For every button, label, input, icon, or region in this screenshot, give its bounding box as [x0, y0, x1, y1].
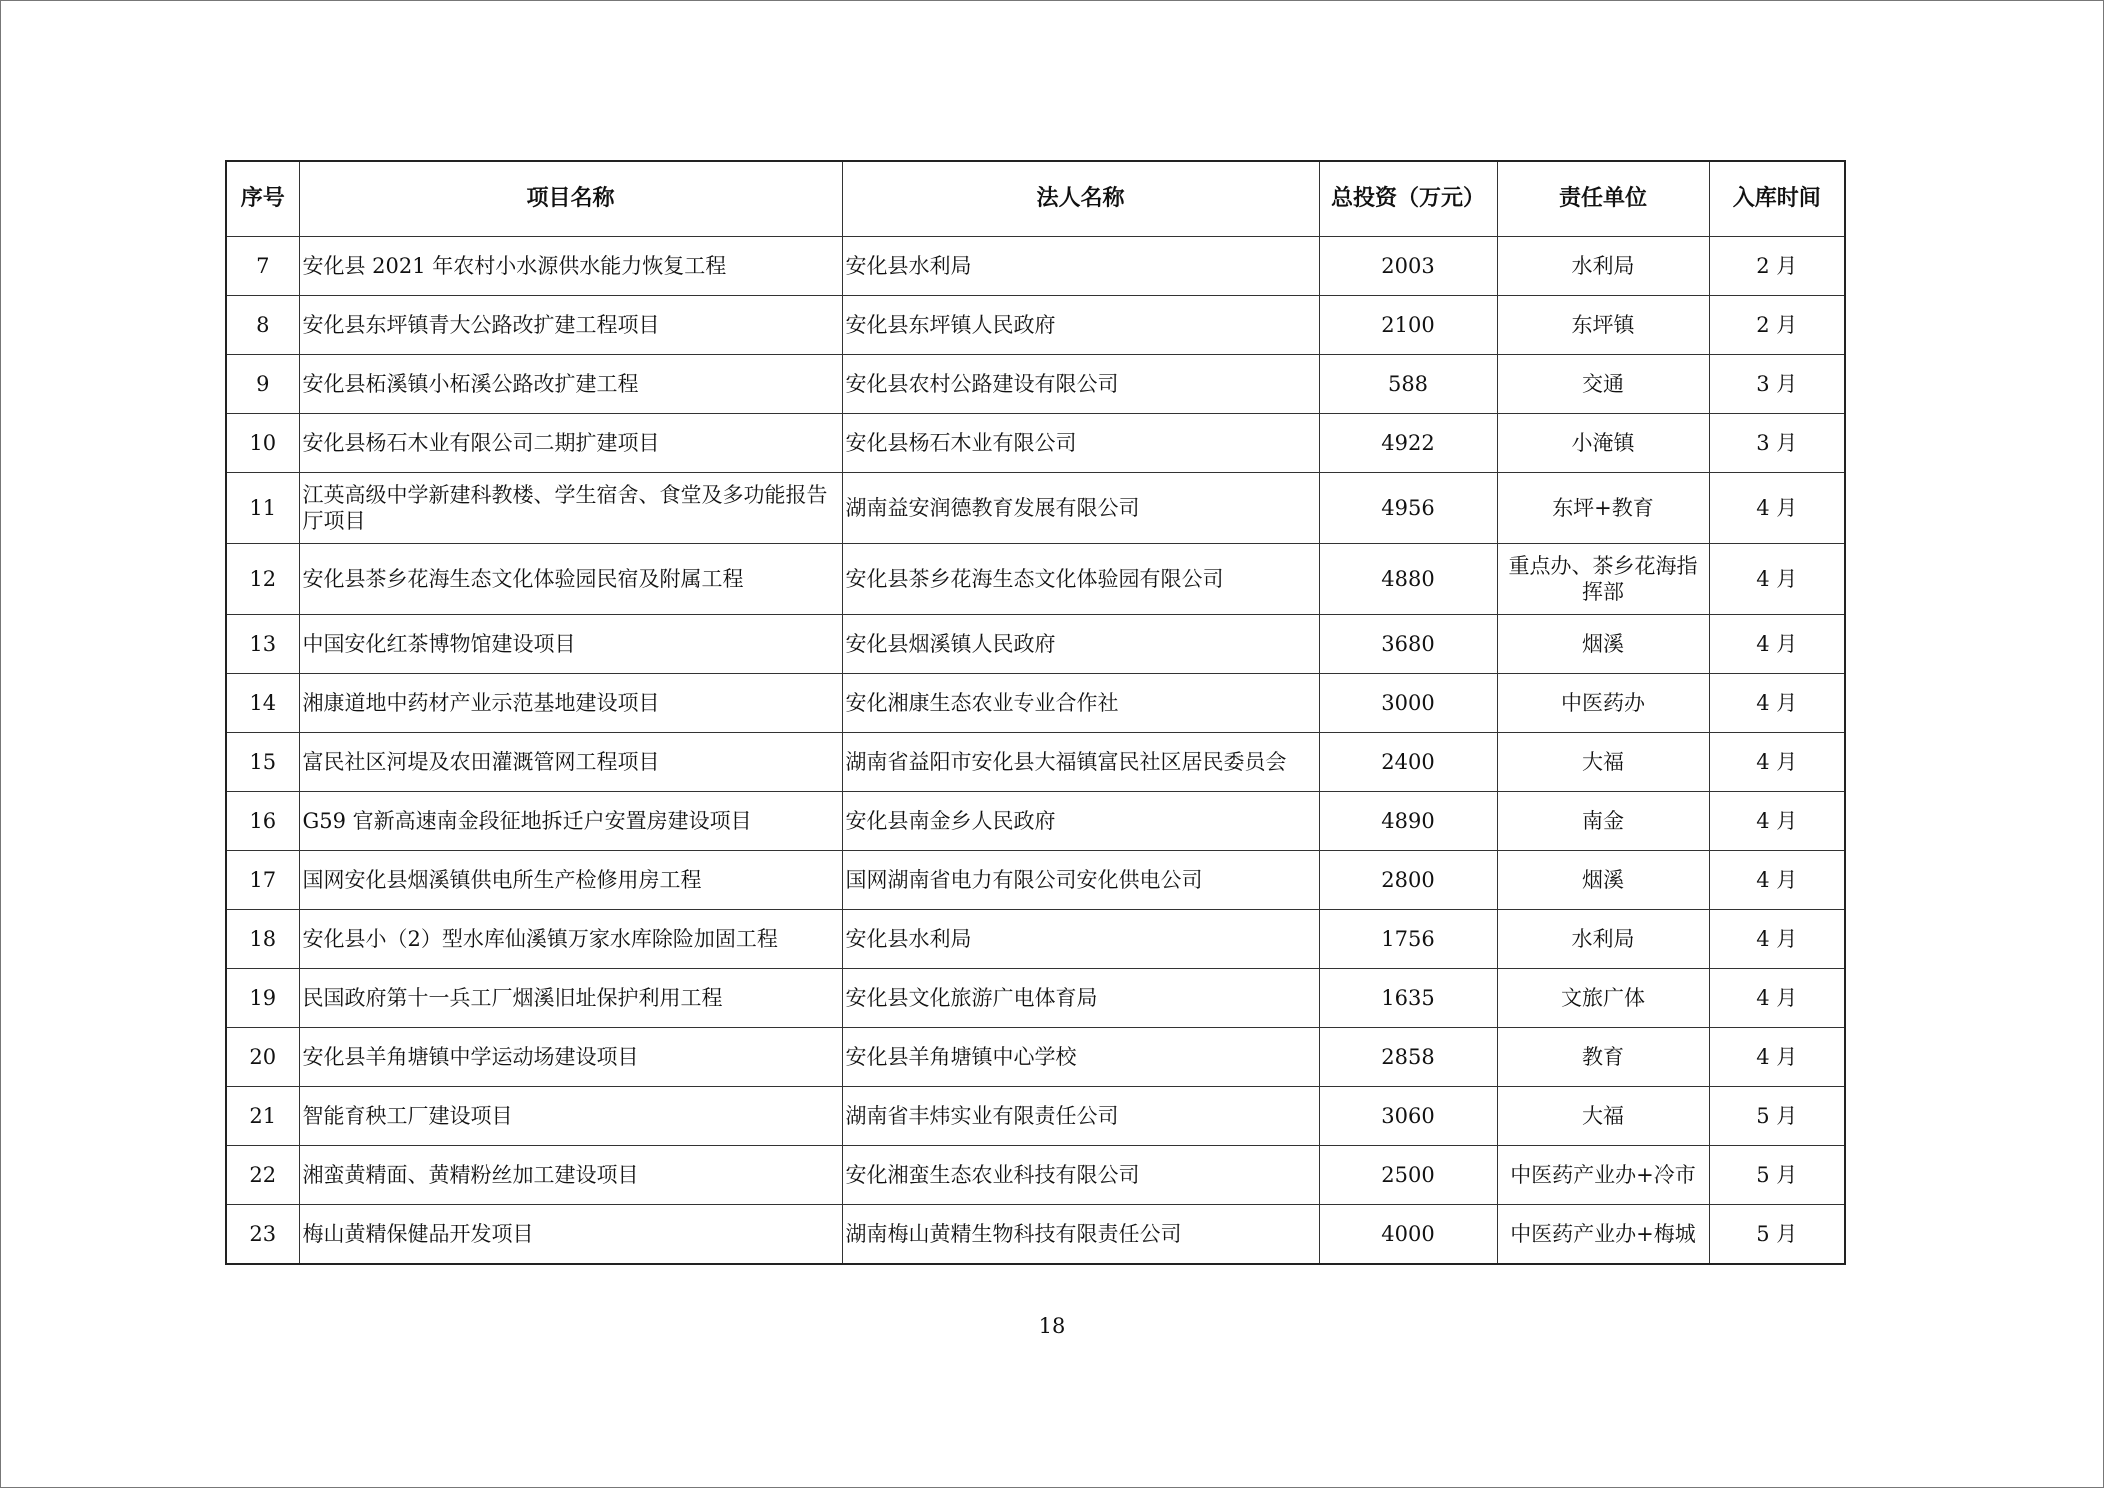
cell-total-investment: 2500	[1319, 1146, 1497, 1205]
cell-legal-entity: 安化县水利局	[842, 910, 1319, 969]
cell-project-name: 安化县 2021 年农村小水源供水能力恢复工程	[299, 237, 842, 296]
cell-entry-time: 3 月	[1709, 414, 1845, 473]
cell-entry-time: 2 月	[1709, 237, 1845, 296]
cell-legal-entity: 安化县羊角塘镇中心学校	[842, 1028, 1319, 1087]
cell-index: 18	[226, 910, 299, 969]
cell-total-investment: 3680	[1319, 615, 1497, 674]
cell-index: 12	[226, 544, 299, 615]
cell-total-investment: 2100	[1319, 296, 1497, 355]
cell-entry-time: 5 月	[1709, 1146, 1845, 1205]
cell-entry-time: 4 月	[1709, 544, 1845, 615]
cell-index: 15	[226, 733, 299, 792]
cell-legal-entity: 安化湘蛮生态农业科技有限公司	[842, 1146, 1319, 1205]
cell-index: 9	[226, 355, 299, 414]
project-table-container	[225, 160, 1846, 1265]
cell-project-name: 安化县东坪镇青大公路改扩建工程项目	[299, 296, 842, 355]
cell-project-name: 江英高级中学新建科教楼、学生宿舍、食堂及多功能报告厅项目	[299, 473, 842, 544]
cell-total-investment: 1756	[1319, 910, 1497, 969]
cell-index: 8	[226, 296, 299, 355]
cell-total-investment: 3060	[1319, 1087, 1497, 1146]
cell-index: 22	[226, 1146, 299, 1205]
cell-legal-entity: 安化县东坪镇人民政府	[842, 296, 1319, 355]
cell-index: 20	[226, 1028, 299, 1087]
cell-total-investment: 1635	[1319, 969, 1497, 1028]
cell-project-name: 安化县小（2）型水库仙溪镇万家水库除险加固工程	[299, 910, 842, 969]
cell-legal-entity: 湖南梅山黄精生物科技有限责任公司	[842, 1205, 1319, 1265]
table-row	[226, 733, 1845, 792]
cell-project-name: 民国政府第十一兵工厂烟溪旧址保护利用工程	[299, 969, 842, 1028]
project-table	[225, 160, 1846, 1265]
cell-project-name: 安化县羊角塘镇中学运动场建设项目	[299, 1028, 842, 1087]
cell-legal-entity: 湖南省丰炜实业有限责任公司	[842, 1087, 1319, 1146]
table-row	[226, 473, 1845, 544]
cell-project-name: 安化县柘溪镇小柘溪公路改扩建工程	[299, 355, 842, 414]
cell-entry-time: 4 月	[1709, 1028, 1845, 1087]
cell-responsible-unit: 东坪+教育	[1497, 473, 1709, 544]
cell-responsible-unit: 大福	[1497, 733, 1709, 792]
cell-index: 14	[226, 674, 299, 733]
cell-total-investment: 4890	[1319, 792, 1497, 851]
header-legal-entity: 法人名称	[842, 161, 1319, 237]
cell-index: 16	[226, 792, 299, 851]
cell-responsible-unit: 文旅广体	[1497, 969, 1709, 1028]
cell-responsible-unit: 东坪镇	[1497, 296, 1709, 355]
cell-responsible-unit: 烟溪	[1497, 851, 1709, 910]
header-responsible-unit: 责任单位	[1497, 161, 1709, 237]
cell-total-investment: 588	[1319, 355, 1497, 414]
cell-entry-time: 4 月	[1709, 969, 1845, 1028]
page-number: 18	[1038, 1314, 1066, 1338]
table-row	[226, 414, 1845, 473]
cell-project-name: 安化县杨石木业有限公司二期扩建项目	[299, 414, 842, 473]
cell-entry-time: 4 月	[1709, 733, 1845, 792]
cell-responsible-unit: 中医药产业办+冷市	[1497, 1146, 1709, 1205]
cell-index: 7	[226, 237, 299, 296]
cell-legal-entity: 湖南省益阳市安化县大福镇富民社区居民委员会	[842, 733, 1319, 792]
cell-responsible-unit: 小淹镇	[1497, 414, 1709, 473]
cell-responsible-unit: 重点办、茶乡花海指挥部	[1497, 544, 1709, 615]
cell-index: 13	[226, 615, 299, 674]
table-row	[226, 237, 1845, 296]
cell-project-name: 湘蛮黄精面、黄精粉丝加工建设项目	[299, 1146, 842, 1205]
cell-project-name: G59 官新高速南金段征地拆迁户安置房建设项目	[299, 792, 842, 851]
cell-total-investment: 2858	[1319, 1028, 1497, 1087]
cell-legal-entity: 安化县杨石木业有限公司	[842, 414, 1319, 473]
cell-total-investment: 4880	[1319, 544, 1497, 615]
cell-entry-time: 3 月	[1709, 355, 1845, 414]
cell-legal-entity: 安化县烟溪镇人民政府	[842, 615, 1319, 674]
cell-index: 23	[226, 1205, 299, 1265]
cell-entry-time: 4 月	[1709, 910, 1845, 969]
cell-responsible-unit: 中医药办	[1497, 674, 1709, 733]
cell-entry-time: 4 月	[1709, 851, 1845, 910]
cell-entry-time: 5 月	[1709, 1087, 1845, 1146]
table-row	[226, 296, 1845, 355]
table-row	[226, 910, 1845, 969]
cell-legal-entity: 安化湘康生态农业专业合作社	[842, 674, 1319, 733]
cell-index: 17	[226, 851, 299, 910]
cell-responsible-unit: 交通	[1497, 355, 1709, 414]
cell-entry-time: 4 月	[1709, 473, 1845, 544]
cell-project-name: 湘康道地中药材产业示范基地建设项目	[299, 674, 842, 733]
table-row	[226, 1028, 1845, 1087]
table-header-row	[226, 161, 1845, 237]
cell-entry-time: 4 月	[1709, 615, 1845, 674]
cell-total-investment: 3000	[1319, 674, 1497, 733]
cell-project-name: 智能育秧工厂建设项目	[299, 1087, 842, 1146]
cell-project-name: 安化县茶乡花海生态文化体验园民宿及附属工程	[299, 544, 842, 615]
cell-total-investment: 4956	[1319, 473, 1497, 544]
cell-index: 19	[226, 969, 299, 1028]
table-row	[226, 615, 1845, 674]
cell-project-name: 富民社区河堤及农田灌溉管网工程项目	[299, 733, 842, 792]
cell-total-investment: 4000	[1319, 1205, 1497, 1265]
table-row	[226, 969, 1845, 1028]
table-row	[226, 355, 1845, 414]
table-row	[226, 674, 1845, 733]
header-total-investment: 总投资（万元）	[1319, 161, 1497, 237]
cell-legal-entity: 安化县茶乡花海生态文化体验园有限公司	[842, 544, 1319, 615]
cell-responsible-unit: 水利局	[1497, 237, 1709, 296]
cell-total-investment: 4922	[1319, 414, 1497, 473]
cell-responsible-unit: 南金	[1497, 792, 1709, 851]
table-row	[226, 1146, 1845, 1205]
cell-project-name: 国网安化县烟溪镇供电所生产检修用房工程	[299, 851, 842, 910]
cell-total-investment: 2003	[1319, 237, 1497, 296]
cell-responsible-unit: 教育	[1497, 1028, 1709, 1087]
table-row	[226, 851, 1845, 910]
cell-project-name: 梅山黄精保健品开发项目	[299, 1205, 842, 1265]
cell-legal-entity: 安化县水利局	[842, 237, 1319, 296]
cell-entry-time: 2 月	[1709, 296, 1845, 355]
table-row	[226, 544, 1845, 615]
cell-index: 10	[226, 414, 299, 473]
cell-legal-entity: 湖南益安润德教育发展有限公司	[842, 473, 1319, 544]
cell-total-investment: 2400	[1319, 733, 1497, 792]
table-row	[226, 792, 1845, 851]
cell-index: 11	[226, 473, 299, 544]
cell-index: 21	[226, 1087, 299, 1146]
header-project-name: 项目名称	[299, 161, 842, 237]
cell-legal-entity: 国网湖南省电力有限公司安化供电公司	[842, 851, 1319, 910]
cell-responsible-unit: 水利局	[1497, 910, 1709, 969]
cell-legal-entity: 安化县南金乡人民政府	[842, 792, 1319, 851]
header-entry-time: 入库时间	[1709, 161, 1845, 237]
cell-entry-time: 4 月	[1709, 792, 1845, 851]
cell-responsible-unit: 烟溪	[1497, 615, 1709, 674]
cell-legal-entity: 安化县农村公路建设有限公司	[842, 355, 1319, 414]
cell-entry-time: 4 月	[1709, 674, 1845, 733]
table-row	[226, 1087, 1845, 1146]
cell-project-name: 中国安化红茶博物馆建设项目	[299, 615, 842, 674]
header-index: 序号	[226, 161, 299, 237]
cell-entry-time: 5 月	[1709, 1205, 1845, 1265]
cell-responsible-unit: 大福	[1497, 1087, 1709, 1146]
cell-total-investment: 2800	[1319, 851, 1497, 910]
cell-legal-entity: 安化县文化旅游广电体育局	[842, 969, 1319, 1028]
table-row	[226, 1205, 1845, 1265]
cell-responsible-unit: 中医药产业办+梅城	[1497, 1205, 1709, 1265]
